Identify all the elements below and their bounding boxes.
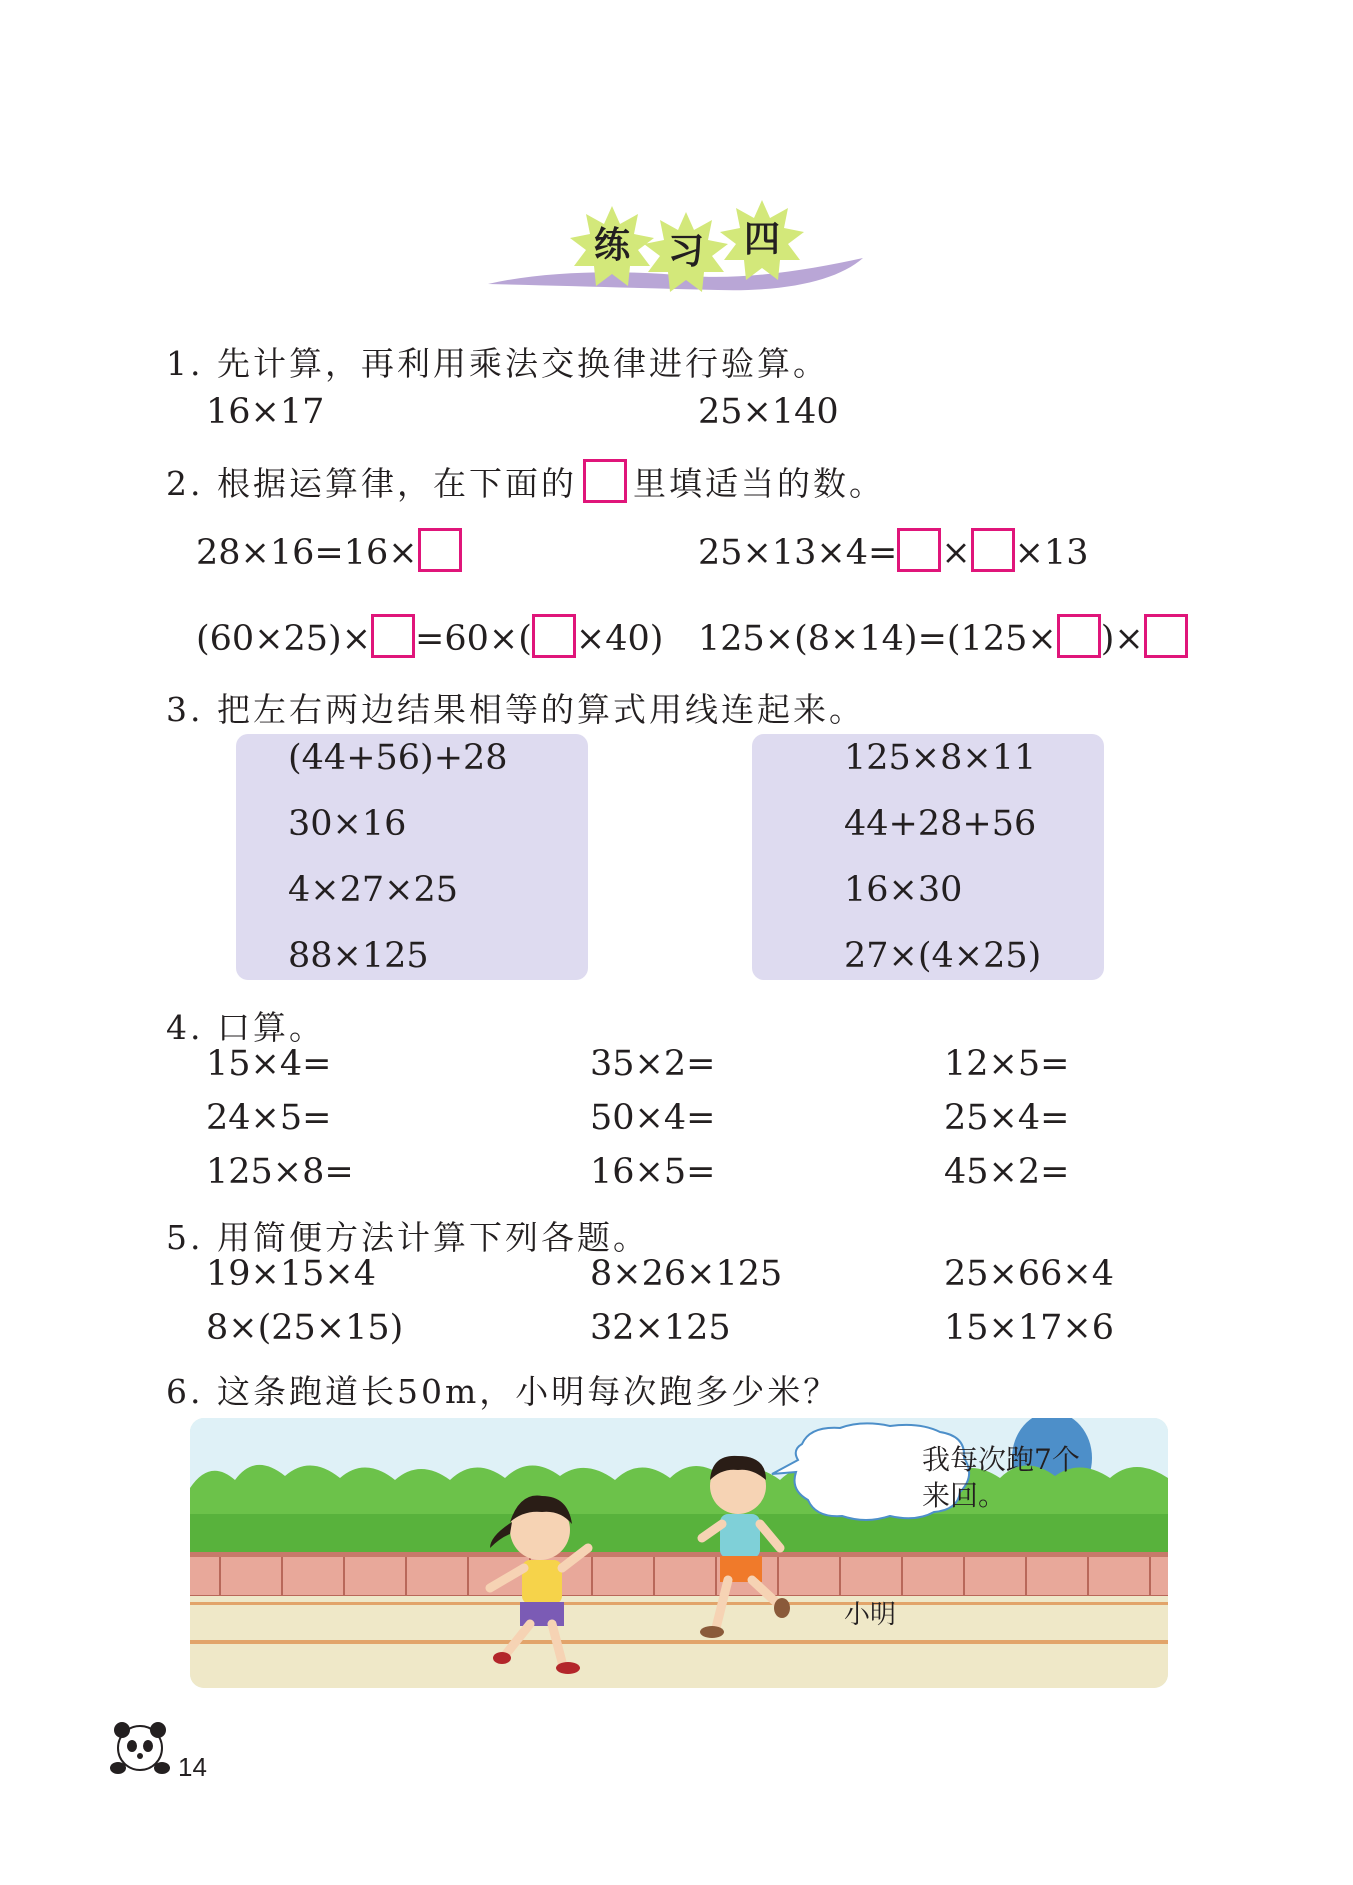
q4-r3-c3: 45×2= bbox=[944, 1152, 1070, 1192]
q3-prompt: 3. 把左右两边结果相等的算式用线连起来。 bbox=[166, 690, 865, 729]
title-char-1: 练 bbox=[593, 225, 630, 266]
q2-eq1-blank[interactable] bbox=[418, 528, 462, 572]
q3-left-expr-3[interactable]: 4×27×25 bbox=[288, 870, 458, 910]
title-star-2 bbox=[642, 208, 730, 296]
page-number: 14 bbox=[178, 1752, 207, 1782]
q4-r1-c3: 12×5= bbox=[944, 1044, 1070, 1084]
q5-prompt: 5. 用简便方法计算下列各题。 bbox=[166, 1218, 649, 1257]
q5-r2-c2: 32×125 bbox=[590, 1308, 731, 1348]
q5-r1-c1: 19×15×4 bbox=[206, 1254, 376, 1294]
q5-r1-c2: 8×26×125 bbox=[590, 1254, 783, 1294]
q2-eq1-text: 28×16=16× bbox=[196, 533, 418, 573]
q2-equation-3 bbox=[196, 614, 663, 659]
title-char-2: 习 bbox=[667, 231, 704, 272]
q2-eq2-text-a: 25×13×4= bbox=[698, 533, 898, 573]
q2-eq4-blank-1[interactable] bbox=[1057, 614, 1101, 658]
q3-right-panel bbox=[752, 734, 1104, 980]
speech-bubble-line-1: 我每次跑7个 bbox=[922, 1443, 1080, 1476]
q3-left-expr-4[interactable]: 88×125 bbox=[288, 936, 429, 976]
q3-left-expr-1[interactable]: (44+56)+28 bbox=[288, 738, 508, 778]
speech-bubble-line-2: 来回。 bbox=[922, 1479, 1007, 1512]
q2-equation-4 bbox=[698, 614, 1188, 659]
q2-eq2-blank-1[interactable] bbox=[897, 528, 941, 572]
q1-prompt: 1. 先计算，再利用乘法交换律进行验算。 bbox=[166, 344, 829, 383]
q2-eq3-blank-2[interactable] bbox=[532, 614, 576, 658]
q3-left-panel bbox=[236, 734, 588, 980]
q1-item-2: 25×140 bbox=[698, 392, 839, 432]
q3-left-expr-2[interactable]: 30×16 bbox=[288, 804, 407, 844]
q2-prompt-a: 2. 根据运算律，在下面的 bbox=[166, 464, 577, 503]
q2-equation-2 bbox=[698, 528, 1089, 573]
q3-right-expr-4[interactable]: 27×(4×25) bbox=[844, 936, 1042, 976]
panda-icon bbox=[108, 1718, 172, 1780]
q5-r2-c3: 15×17×6 bbox=[944, 1308, 1114, 1348]
q2-eq3-text-a: (60×25)× bbox=[196, 619, 372, 659]
q2-eq2-blank-2[interactable] bbox=[971, 528, 1015, 572]
q2-eq3-blank-1[interactable] bbox=[371, 614, 415, 658]
q3-right-expr-3[interactable]: 16×30 bbox=[844, 870, 963, 910]
title-star-3 bbox=[718, 196, 806, 284]
q2-eq4-text-a: 125×(8×14)=(125× bbox=[698, 619, 1057, 659]
q3-right-expr-1[interactable]: 125×8×11 bbox=[844, 738, 1037, 778]
running-track-illustration bbox=[190, 1418, 1168, 1688]
q5-r1-c3: 25×66×4 bbox=[944, 1254, 1114, 1294]
q4-r1-c1: 15×4= bbox=[206, 1044, 332, 1084]
q4-r1-c2: 35×2= bbox=[590, 1044, 716, 1084]
q4-r2-c3: 25×4= bbox=[944, 1098, 1070, 1138]
q2-prompt-b: 里填适当的数。 bbox=[632, 464, 885, 503]
q4-r3-c1: 125×8= bbox=[206, 1152, 354, 1192]
q2-eq2-text-c: ×13 bbox=[1014, 533, 1089, 573]
q4-r2-c1: 24×5= bbox=[206, 1098, 332, 1138]
q5-r2-c1: 8×(25×15) bbox=[206, 1308, 404, 1348]
q2-equation-1 bbox=[196, 528, 462, 573]
q2-eq4-text-b: )× bbox=[1100, 619, 1144, 659]
q2-eq3-text-c: ×40) bbox=[575, 619, 664, 659]
q2-eq4-blank-2[interactable] bbox=[1144, 614, 1188, 658]
title-char-3: 四 bbox=[743, 219, 780, 260]
q4-r2-c2: 50×4= bbox=[590, 1098, 716, 1138]
q1-item-1: 16×17 bbox=[206, 392, 325, 432]
blank-box-example bbox=[583, 459, 627, 503]
q2-eq2-text-b: × bbox=[941, 533, 971, 573]
q6-prompt: 6. 这条跑道长50m，小明每次跑多少米？ bbox=[166, 1372, 840, 1411]
q2-prompt bbox=[166, 458, 885, 505]
q4-r3-c2: 16×5= bbox=[590, 1152, 716, 1192]
q4-prompt: 4. 口算。 bbox=[166, 1008, 325, 1047]
q2-eq3-text-b: =60×( bbox=[415, 619, 532, 659]
q3-right-expr-2[interactable]: 44+28+56 bbox=[844, 804, 1037, 844]
boy-name-label: 小明 bbox=[844, 1600, 897, 1630]
